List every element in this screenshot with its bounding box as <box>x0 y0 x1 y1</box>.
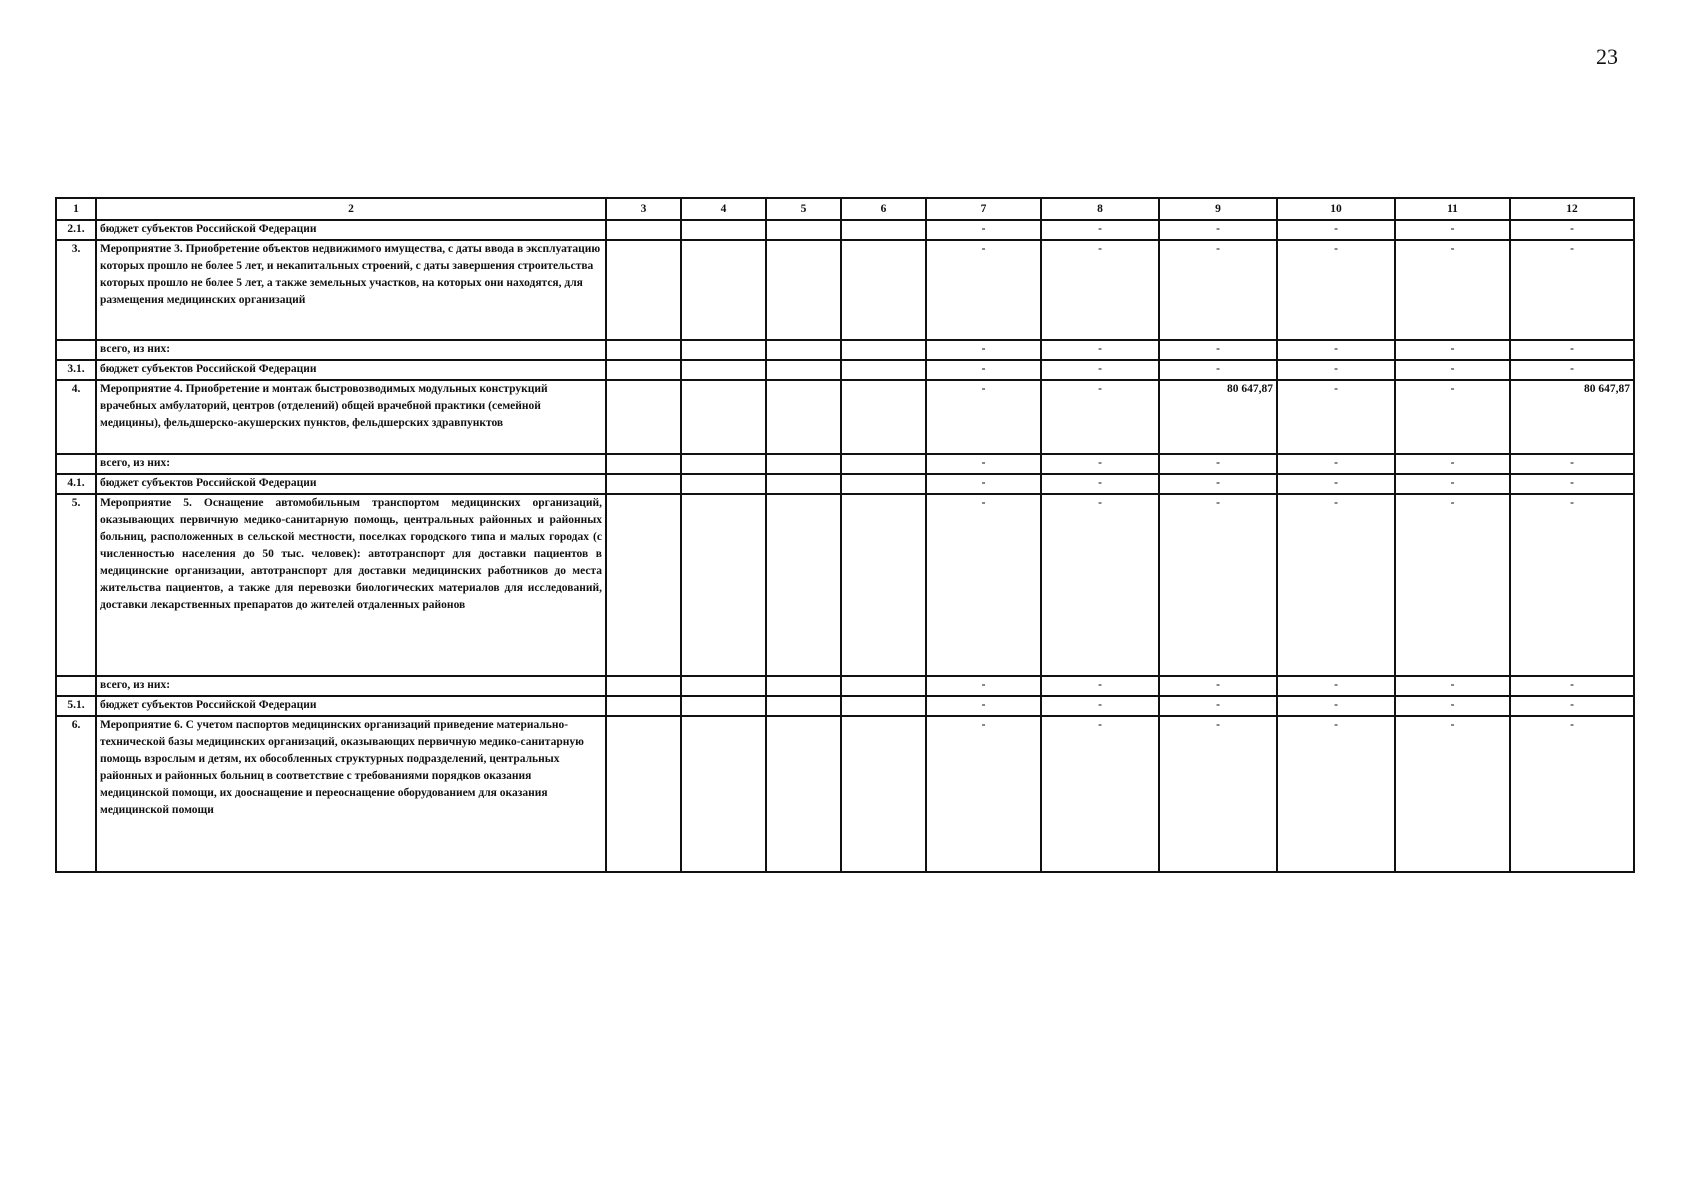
value-cell: - <box>1395 360 1510 380</box>
value-cell <box>766 360 841 380</box>
row-number: 4. <box>56 380 96 454</box>
value-cell <box>606 360 681 380</box>
row-number: 5. <box>56 494 96 676</box>
table-row <box>56 360 1634 380</box>
value-cell: - <box>1395 340 1510 360</box>
value-cell: 80 647,87 <box>1159 380 1277 454</box>
value-cell: - <box>1277 380 1395 454</box>
value-cell <box>841 220 926 240</box>
header-cell: 2 <box>96 198 606 220</box>
value-cell: - <box>1510 240 1634 340</box>
table-row <box>56 380 1634 454</box>
value-cell <box>766 696 841 716</box>
table-row <box>56 220 1634 240</box>
value-cell <box>606 494 681 676</box>
value-cell: - <box>1159 240 1277 340</box>
header-cell: 8 <box>1041 198 1159 220</box>
value-cell <box>766 220 841 240</box>
value-cell: - <box>1395 474 1510 494</box>
row-description: бюджет субъектов Российской Федерации <box>96 220 606 240</box>
table-row <box>56 240 1634 340</box>
value-cell <box>841 494 926 676</box>
header-cell: 12 <box>1510 198 1634 220</box>
header-cell: 7 <box>926 198 1041 220</box>
header-cell: 10 <box>1277 198 1395 220</box>
value-cell <box>681 360 766 380</box>
table-row <box>56 716 1634 872</box>
value-cell: - <box>1159 716 1277 872</box>
row-description: бюджет субъектов Российской Федерации <box>96 696 606 716</box>
value-cell <box>841 676 926 696</box>
table-header-row <box>56 198 1634 220</box>
value-cell: - <box>926 240 1041 340</box>
value-cell <box>606 380 681 454</box>
value-cell <box>841 340 926 360</box>
value-cell <box>766 240 841 340</box>
value-cell: - <box>926 454 1041 474</box>
table-row <box>56 454 1634 474</box>
value-cell: - <box>1277 676 1395 696</box>
value-cell: - <box>1041 716 1159 872</box>
row-number: 4.1. <box>56 474 96 494</box>
row-description: Мероприятие 6. С учетом паспортов медицинских организаций приведение материально-технической базы медицинских организаций, оказывающих первичную медико-санитарную помощь взрослым и детям, их обособленных структурных подразделений, центральных районных и районных больниц в соответствие с требованиями порядков оказания медицинской помощи, их дооснащение и переоснащение оборудованием для оказания медицинской помощи <box>96 716 606 872</box>
value-cell <box>681 494 766 676</box>
header-cell: 1 <box>56 198 96 220</box>
value-cell: - <box>1159 340 1277 360</box>
value-cell: - <box>1159 360 1277 380</box>
value-cell <box>766 676 841 696</box>
row-description: Мероприятие 4. Приобретение и монтаж быстровозводимых модульных конструкций врачебных амбулаторий, центров (отделений) общей врачебной практики (семейной медицины), фельдшерско-акушерских пунктов, фельдшерских здравпунктов <box>96 380 606 454</box>
value-cell: - <box>1041 474 1159 494</box>
value-cell: - <box>1510 340 1634 360</box>
value-cell: - <box>1510 696 1634 716</box>
value-cell: 80 647,87 <box>1510 380 1634 454</box>
value-cell: - <box>1041 454 1159 474</box>
value-cell <box>606 454 681 474</box>
value-cell <box>681 340 766 360</box>
value-cell <box>606 696 681 716</box>
value-cell: - <box>926 340 1041 360</box>
value-cell <box>681 240 766 340</box>
table-row <box>56 474 1634 494</box>
value-cell: - <box>1041 494 1159 676</box>
value-cell <box>606 340 681 360</box>
value-cell: - <box>1395 696 1510 716</box>
value-cell: - <box>1510 474 1634 494</box>
value-cell <box>766 716 841 872</box>
value-cell: - <box>1159 220 1277 240</box>
value-cell <box>606 240 681 340</box>
value-cell <box>841 454 926 474</box>
value-cell: - <box>1395 454 1510 474</box>
page-number: 23 <box>1596 44 1618 69</box>
row-description: всего, из них: <box>96 454 606 474</box>
row-description: всего, из них: <box>96 340 606 360</box>
value-cell <box>841 380 926 454</box>
header-cell: 5 <box>766 198 841 220</box>
value-cell: - <box>1395 240 1510 340</box>
value-cell <box>606 676 681 696</box>
value-cell <box>766 474 841 494</box>
value-cell: - <box>1395 220 1510 240</box>
value-cell <box>606 716 681 872</box>
value-cell <box>841 716 926 872</box>
value-cell: - <box>1510 494 1634 676</box>
value-cell <box>681 474 766 494</box>
value-cell: - <box>1159 696 1277 716</box>
header-cell: 11 <box>1395 198 1510 220</box>
value-cell: - <box>926 676 1041 696</box>
row-number: 3. <box>56 240 96 340</box>
row-number: 5.1. <box>56 696 96 716</box>
value-cell: - <box>926 360 1041 380</box>
value-cell <box>681 454 766 474</box>
value-cell <box>681 696 766 716</box>
header-cell: 9 <box>1159 198 1277 220</box>
value-cell: - <box>1041 220 1159 240</box>
value-cell: - <box>926 494 1041 676</box>
value-cell: - <box>1395 716 1510 872</box>
value-cell <box>606 474 681 494</box>
value-cell: - <box>1277 696 1395 716</box>
value-cell: - <box>1395 676 1510 696</box>
value-cell: - <box>1395 494 1510 676</box>
value-cell <box>841 474 926 494</box>
value-cell: - <box>1277 240 1395 340</box>
value-cell: - <box>926 696 1041 716</box>
table-row <box>56 676 1634 696</box>
row-number: 6. <box>56 716 96 872</box>
value-cell: - <box>1510 454 1634 474</box>
row-number <box>56 676 96 696</box>
value-cell: - <box>1041 676 1159 696</box>
value-cell: - <box>1510 220 1634 240</box>
header-cell: 6 <box>841 198 926 220</box>
table-row <box>56 696 1634 716</box>
row-number <box>56 454 96 474</box>
value-cell: - <box>1277 220 1395 240</box>
value-cell: - <box>1277 340 1395 360</box>
value-cell <box>766 494 841 676</box>
row-number: 2.1. <box>56 220 96 240</box>
value-cell: - <box>926 220 1041 240</box>
row-number: 3.1. <box>56 360 96 380</box>
value-cell: - <box>926 380 1041 454</box>
value-cell <box>766 340 841 360</box>
table-row <box>56 494 1634 676</box>
row-description: Мероприятие 5. Оснащение автомобильным транспортом медицинских организаций, оказывающих первичную медико-санитарную помощь, центральных районных и районных больниц, расположенных в сельской местности, поселках городского типа и малых городах (с численностью населения до 50 тыс. человек): автотранспорт для доставки пациентов в медицинские организации, автотранспорт для доставки медицинских работников до места жительства пациентов, а также для перевозки биологических материалов для исследований, доставки лекарственных препаратов до жителей отдаленных районов <box>96 494 606 676</box>
value-cell <box>841 240 926 340</box>
value-cell: - <box>1277 360 1395 380</box>
budget-table <box>55 197 1635 873</box>
row-description: бюджет субъектов Российской Федерации <box>96 360 606 380</box>
value-cell: - <box>1277 494 1395 676</box>
value-cell: - <box>1041 696 1159 716</box>
value-cell <box>681 380 766 454</box>
value-cell <box>681 220 766 240</box>
value-cell <box>841 360 926 380</box>
value-cell <box>841 696 926 716</box>
value-cell <box>606 220 681 240</box>
value-cell <box>766 380 841 454</box>
value-cell: - <box>926 716 1041 872</box>
value-cell: - <box>1041 360 1159 380</box>
value-cell: - <box>1159 474 1277 494</box>
header-cell: 4 <box>681 198 766 220</box>
header-cell: 3 <box>606 198 681 220</box>
value-cell: - <box>1159 676 1277 696</box>
row-description: Мероприятие 3. Приобретение объектов недвижимого имущества, с даты ввода в эксплуатацию которых прошло не более 5 лет, и некапитальных строений, с даты завершения строительства которых прошло не более 5 лет, а также земельных участков, на которых они находятся, для размещения медицинских организаций <box>96 240 606 340</box>
value-cell: - <box>926 474 1041 494</box>
value-cell: - <box>1277 716 1395 872</box>
row-number <box>56 340 96 360</box>
value-cell: - <box>1041 240 1159 340</box>
value-cell <box>681 676 766 696</box>
row-description: всего, из них: <box>96 676 606 696</box>
value-cell <box>681 716 766 872</box>
value-cell: - <box>1041 380 1159 454</box>
value-cell: - <box>1510 716 1634 872</box>
value-cell: - <box>1041 340 1159 360</box>
value-cell: - <box>1159 494 1277 676</box>
table-row <box>56 340 1634 360</box>
value-cell: - <box>1277 474 1395 494</box>
value-cell: - <box>1159 454 1277 474</box>
row-description: бюджет субъектов Российской Федерации <box>96 474 606 494</box>
value-cell: - <box>1510 676 1634 696</box>
value-cell <box>766 454 841 474</box>
value-cell: - <box>1395 380 1510 454</box>
value-cell: - <box>1510 360 1634 380</box>
value-cell: - <box>1277 454 1395 474</box>
